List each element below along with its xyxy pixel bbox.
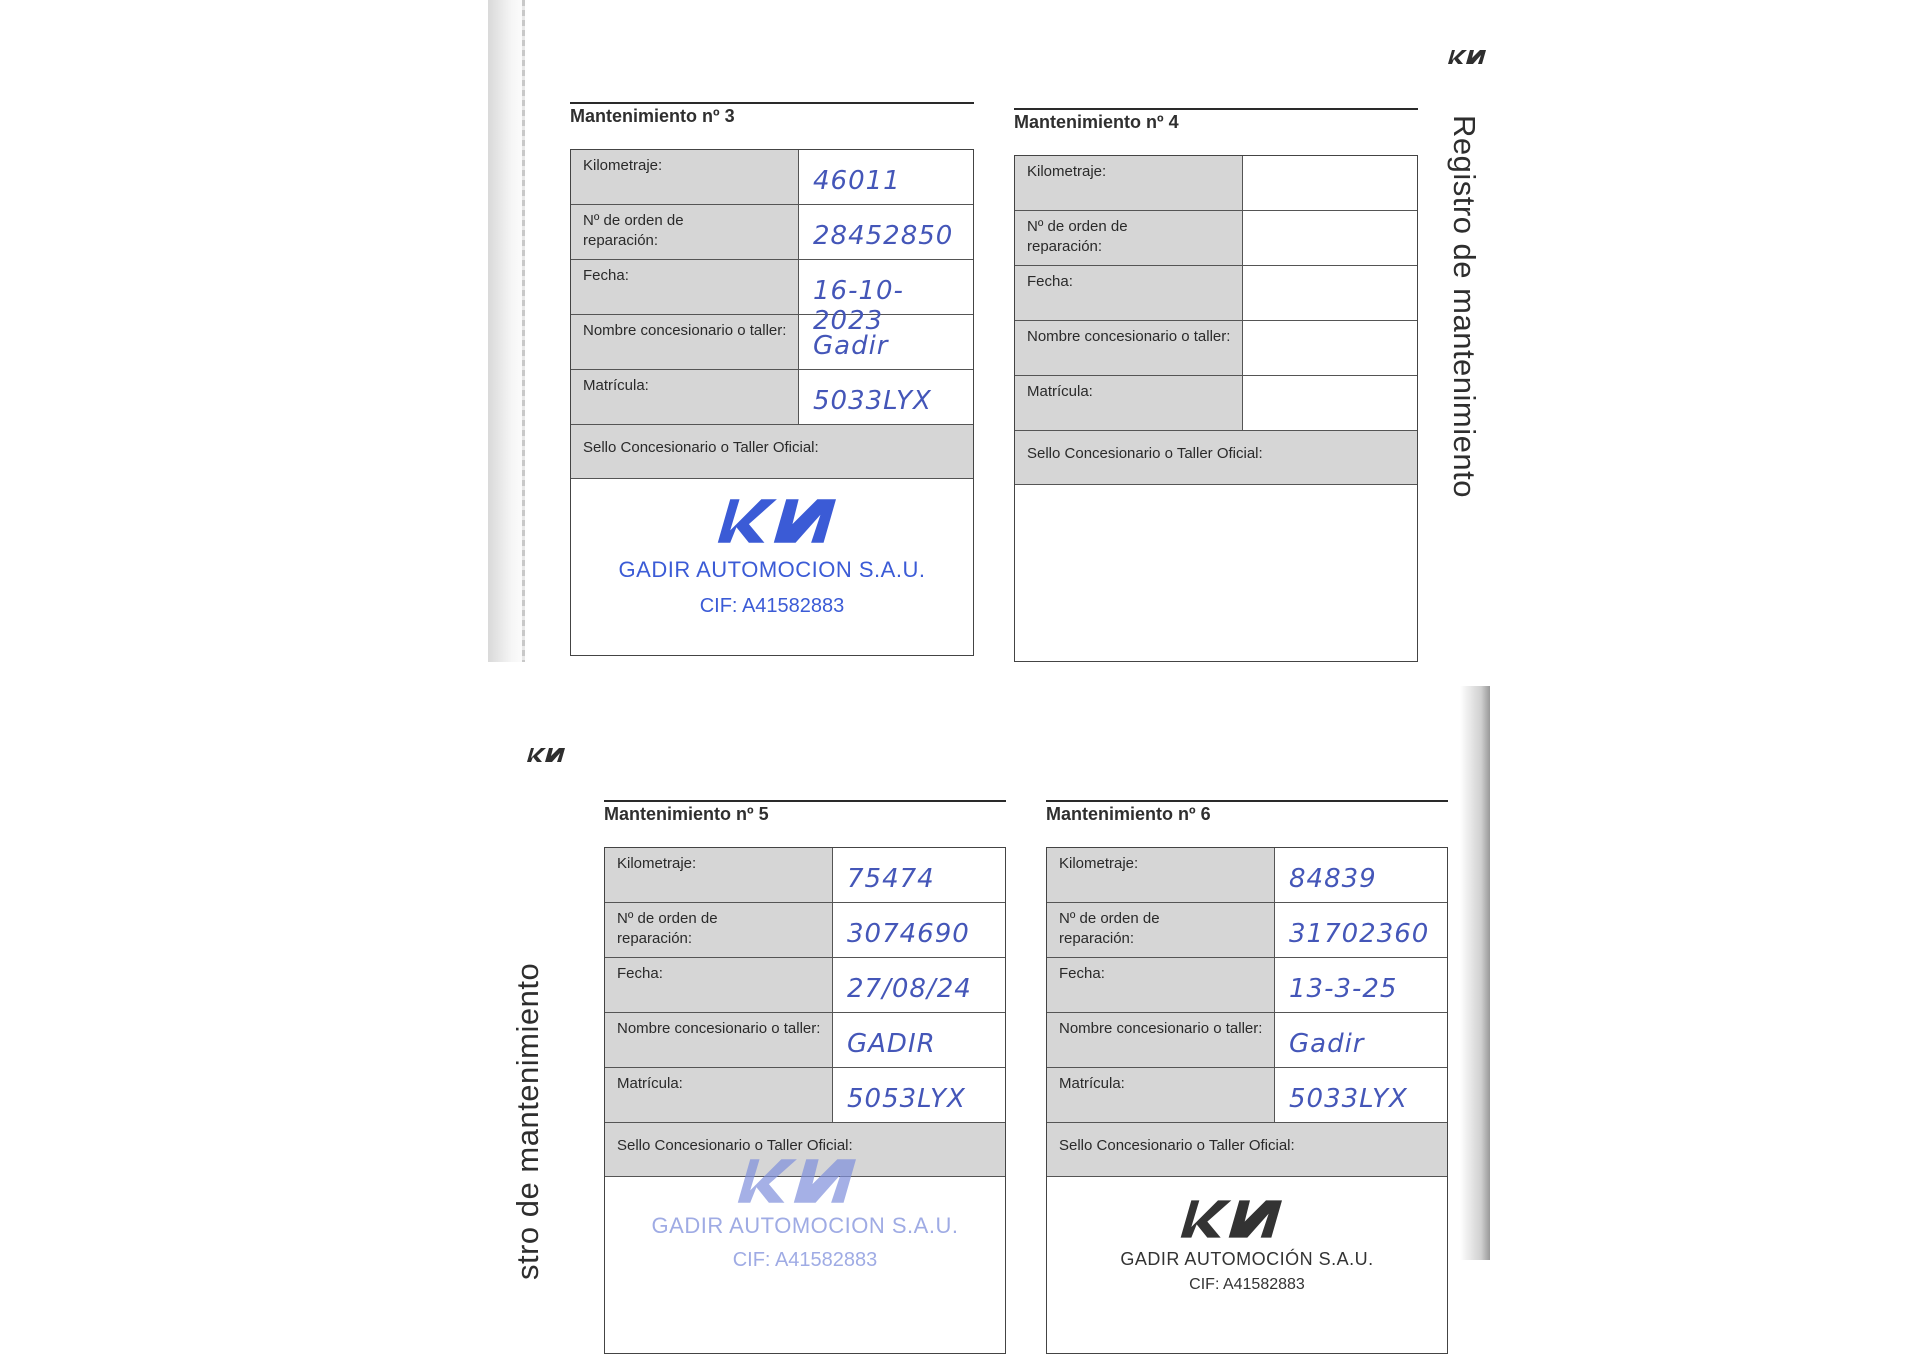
- side-title-text: stro de mantenimiento: [510, 962, 545, 1280]
- kia-logo-icon: [512, 746, 582, 764]
- value-kilometraje: [1243, 156, 1417, 210]
- seal-area: [1047, 1177, 1447, 1353]
- page-binding-shadow: [1460, 686, 1490, 1260]
- label-orden-line2: reparación:: [617, 930, 693, 947]
- label-fecha: Fecha:: [1047, 958, 1275, 1012]
- label-matricula: Matrícula:: [1015, 376, 1243, 430]
- value-matricula: [1275, 1068, 1447, 1122]
- maintenance-card-5: [604, 800, 1006, 1354]
- label-kilometraje: Kilometraje:: [571, 150, 799, 204]
- label-concesionario: Nombre concesionario o taller:: [571, 315, 799, 369]
- label-sello: Sello Concesionario o Taller Oficial:: [1047, 1123, 1447, 1177]
- label-kilometraje: Kilometraje:: [1015, 156, 1243, 210]
- page-binding-line: [522, 0, 525, 662]
- row-concesionario: [1047, 1013, 1447, 1068]
- label-sello: Sello Concesionario o Taller Oficial:: [605, 1123, 1005, 1177]
- handwritten-matricula: 5033LYX: [813, 386, 932, 416]
- value-concesionario: [799, 315, 973, 369]
- value-kilometraje: [833, 848, 1005, 902]
- stamp-cif: CIF: A41582883: [732, 1249, 878, 1271]
- label-sello: Sello Concesionario o Taller Oficial:: [1015, 431, 1417, 485]
- row-matricula: [605, 1068, 1005, 1123]
- label-fecha: Fecha:: [605, 958, 833, 1012]
- value-kilometraje: [799, 150, 973, 204]
- value-fecha: [1243, 266, 1417, 320]
- handwritten-concesionario: Gadir: [813, 331, 889, 361]
- stamp-dealer-name: GADIR AUTOMOCIÓN S.A.U.: [1120, 1249, 1374, 1269]
- handwritten-orden: 31702360: [1289, 919, 1430, 949]
- maintenance-card-4: [1014, 108, 1418, 662]
- value-matricula: [1243, 376, 1417, 430]
- handwritten-concesionario: Gadir: [1289, 1029, 1365, 1059]
- handwritten-fecha: 27/08/24: [847, 974, 972, 1004]
- label-orden-line2: reparación:: [1059, 930, 1135, 947]
- label-concesionario: Nombre concesionario o taller:: [1047, 1013, 1275, 1067]
- label-matricula: Matrícula:: [1047, 1068, 1275, 1122]
- stamp-cif: CIF: A41582883: [1189, 1276, 1305, 1293]
- card-title: Mantenimiento nº 5: [604, 800, 1006, 829]
- value-concesionario: [833, 1013, 1005, 1067]
- kia-logo-icon: [1446, 48, 1490, 66]
- label-orden-line1: Nº de orden de: [1059, 910, 1160, 927]
- value-concesionario: [1243, 321, 1417, 375]
- card-title: Mantenimiento nº 4: [1014, 108, 1418, 137]
- value-orden: [833, 903, 1005, 957]
- seal-area: [605, 1177, 1005, 1353]
- row-fecha: [605, 958, 1005, 1013]
- handwritten-kilometraje: 75474: [847, 864, 935, 894]
- handwritten-concesionario: GADIR: [847, 1029, 936, 1059]
- card-table: [604, 847, 1006, 1354]
- stamp-cif: CIF: A41582883: [699, 595, 845, 617]
- value-orden: [1275, 903, 1447, 957]
- handwritten-fecha: 13-3-25: [1289, 974, 1398, 1004]
- value-orden: [799, 205, 973, 259]
- card-title: Mantenimiento nº 3: [570, 102, 974, 131]
- row-matricula: [1015, 376, 1417, 431]
- label-kilometraje: Kilometraje:: [605, 848, 833, 902]
- row-kilometraje: [605, 848, 1005, 903]
- row-orden: [1047, 903, 1447, 958]
- kia-stamp-logo-icon: [1159, 1195, 1309, 1243]
- value-fecha: [799, 260, 973, 336]
- handwritten-fecha: 16-10-2023: [813, 276, 904, 336]
- label-orden: [1015, 211, 1243, 265]
- stamp-dealer-name: GADIR AUTOMOCION S.A.U.: [651, 1213, 959, 1238]
- row-matricula: [571, 370, 973, 425]
- label-concesionario: Nombre concesionario o taller:: [1015, 321, 1243, 375]
- label-sello: Sello Concesionario o Taller Oficial:: [571, 425, 973, 479]
- card-table: [570, 149, 974, 656]
- label-orden-line1: Nº de orden de: [617, 910, 718, 927]
- side-title-text: Registro de mantenimiento: [1447, 115, 1482, 498]
- label-kilometraje: Kilometraje:: [1047, 848, 1275, 902]
- row-concesionario: [571, 315, 973, 370]
- label-orden: [1047, 903, 1275, 957]
- label-orden: [605, 903, 833, 957]
- row-kilometraje: [571, 150, 973, 205]
- label-concesionario: Nombre concesionario o taller:: [605, 1013, 833, 1067]
- row-orden: [571, 205, 973, 260]
- row-kilometraje: [1015, 156, 1417, 211]
- handwritten-orden: 28452850: [813, 221, 954, 251]
- label-fecha: Fecha:: [571, 260, 799, 314]
- dealer-stamp: [571, 557, 973, 618]
- label-orden-line1: Nº de orden de: [583, 212, 684, 229]
- seal-area: [1015, 485, 1417, 661]
- kia-stamp-logo-icon: [695, 493, 865, 549]
- card-title: Mantenimiento nº 6: [1046, 800, 1448, 829]
- row-matricula: [1047, 1068, 1447, 1123]
- maintenance-card-3: [570, 102, 974, 656]
- handwritten-matricula: 5033LYX: [1289, 1084, 1408, 1114]
- row-concesionario: [605, 1013, 1005, 1068]
- card-table: [1014, 155, 1418, 662]
- value-matricula: [799, 370, 973, 424]
- maintenance-page-bottom: [488, 666, 1490, 1293]
- stamp-dealer-name: GADIR AUTOMOCION S.A.U.: [618, 557, 926, 582]
- label-orden: [571, 205, 799, 259]
- label-fecha: Fecha:: [1015, 266, 1243, 320]
- maintenance-card-6: [1046, 800, 1448, 1354]
- card-table: [1046, 847, 1448, 1354]
- label-matricula: Matrícula:: [571, 370, 799, 424]
- row-fecha: [1015, 266, 1417, 321]
- dealer-stamp: [1047, 1249, 1447, 1294]
- label-orden-line1: Nº de orden de: [1027, 218, 1128, 235]
- row-orden: [605, 903, 1005, 958]
- handwritten-orden: 3074690: [847, 919, 970, 949]
- handwritten-kilometraje: 84839: [1289, 864, 1377, 894]
- label-orden-line2: reparación:: [583, 232, 659, 249]
- value-concesionario: [1275, 1013, 1447, 1067]
- row-orden: [1015, 211, 1417, 266]
- maintenance-page-top: [488, 0, 1490, 662]
- row-concesionario: [1015, 321, 1417, 376]
- dealer-stamp: [605, 1213, 1005, 1272]
- value-fecha: [833, 958, 1005, 1012]
- seal-area: [571, 479, 973, 655]
- value-orden: [1243, 211, 1417, 265]
- handwritten-kilometraje: 46011: [813, 166, 901, 196]
- label-orden-line2: reparación:: [1027, 238, 1103, 255]
- kia-stamp-logo-icon: [715, 1153, 885, 1209]
- value-fecha: [1275, 958, 1447, 1012]
- handwritten-matricula: 5053LYX: [847, 1084, 966, 1114]
- value-matricula: [833, 1068, 1005, 1122]
- value-kilometraje: [1275, 848, 1447, 902]
- row-fecha: [1047, 958, 1447, 1013]
- row-kilometraje: [1047, 848, 1447, 903]
- label-matricula: Matrícula:: [605, 1068, 833, 1122]
